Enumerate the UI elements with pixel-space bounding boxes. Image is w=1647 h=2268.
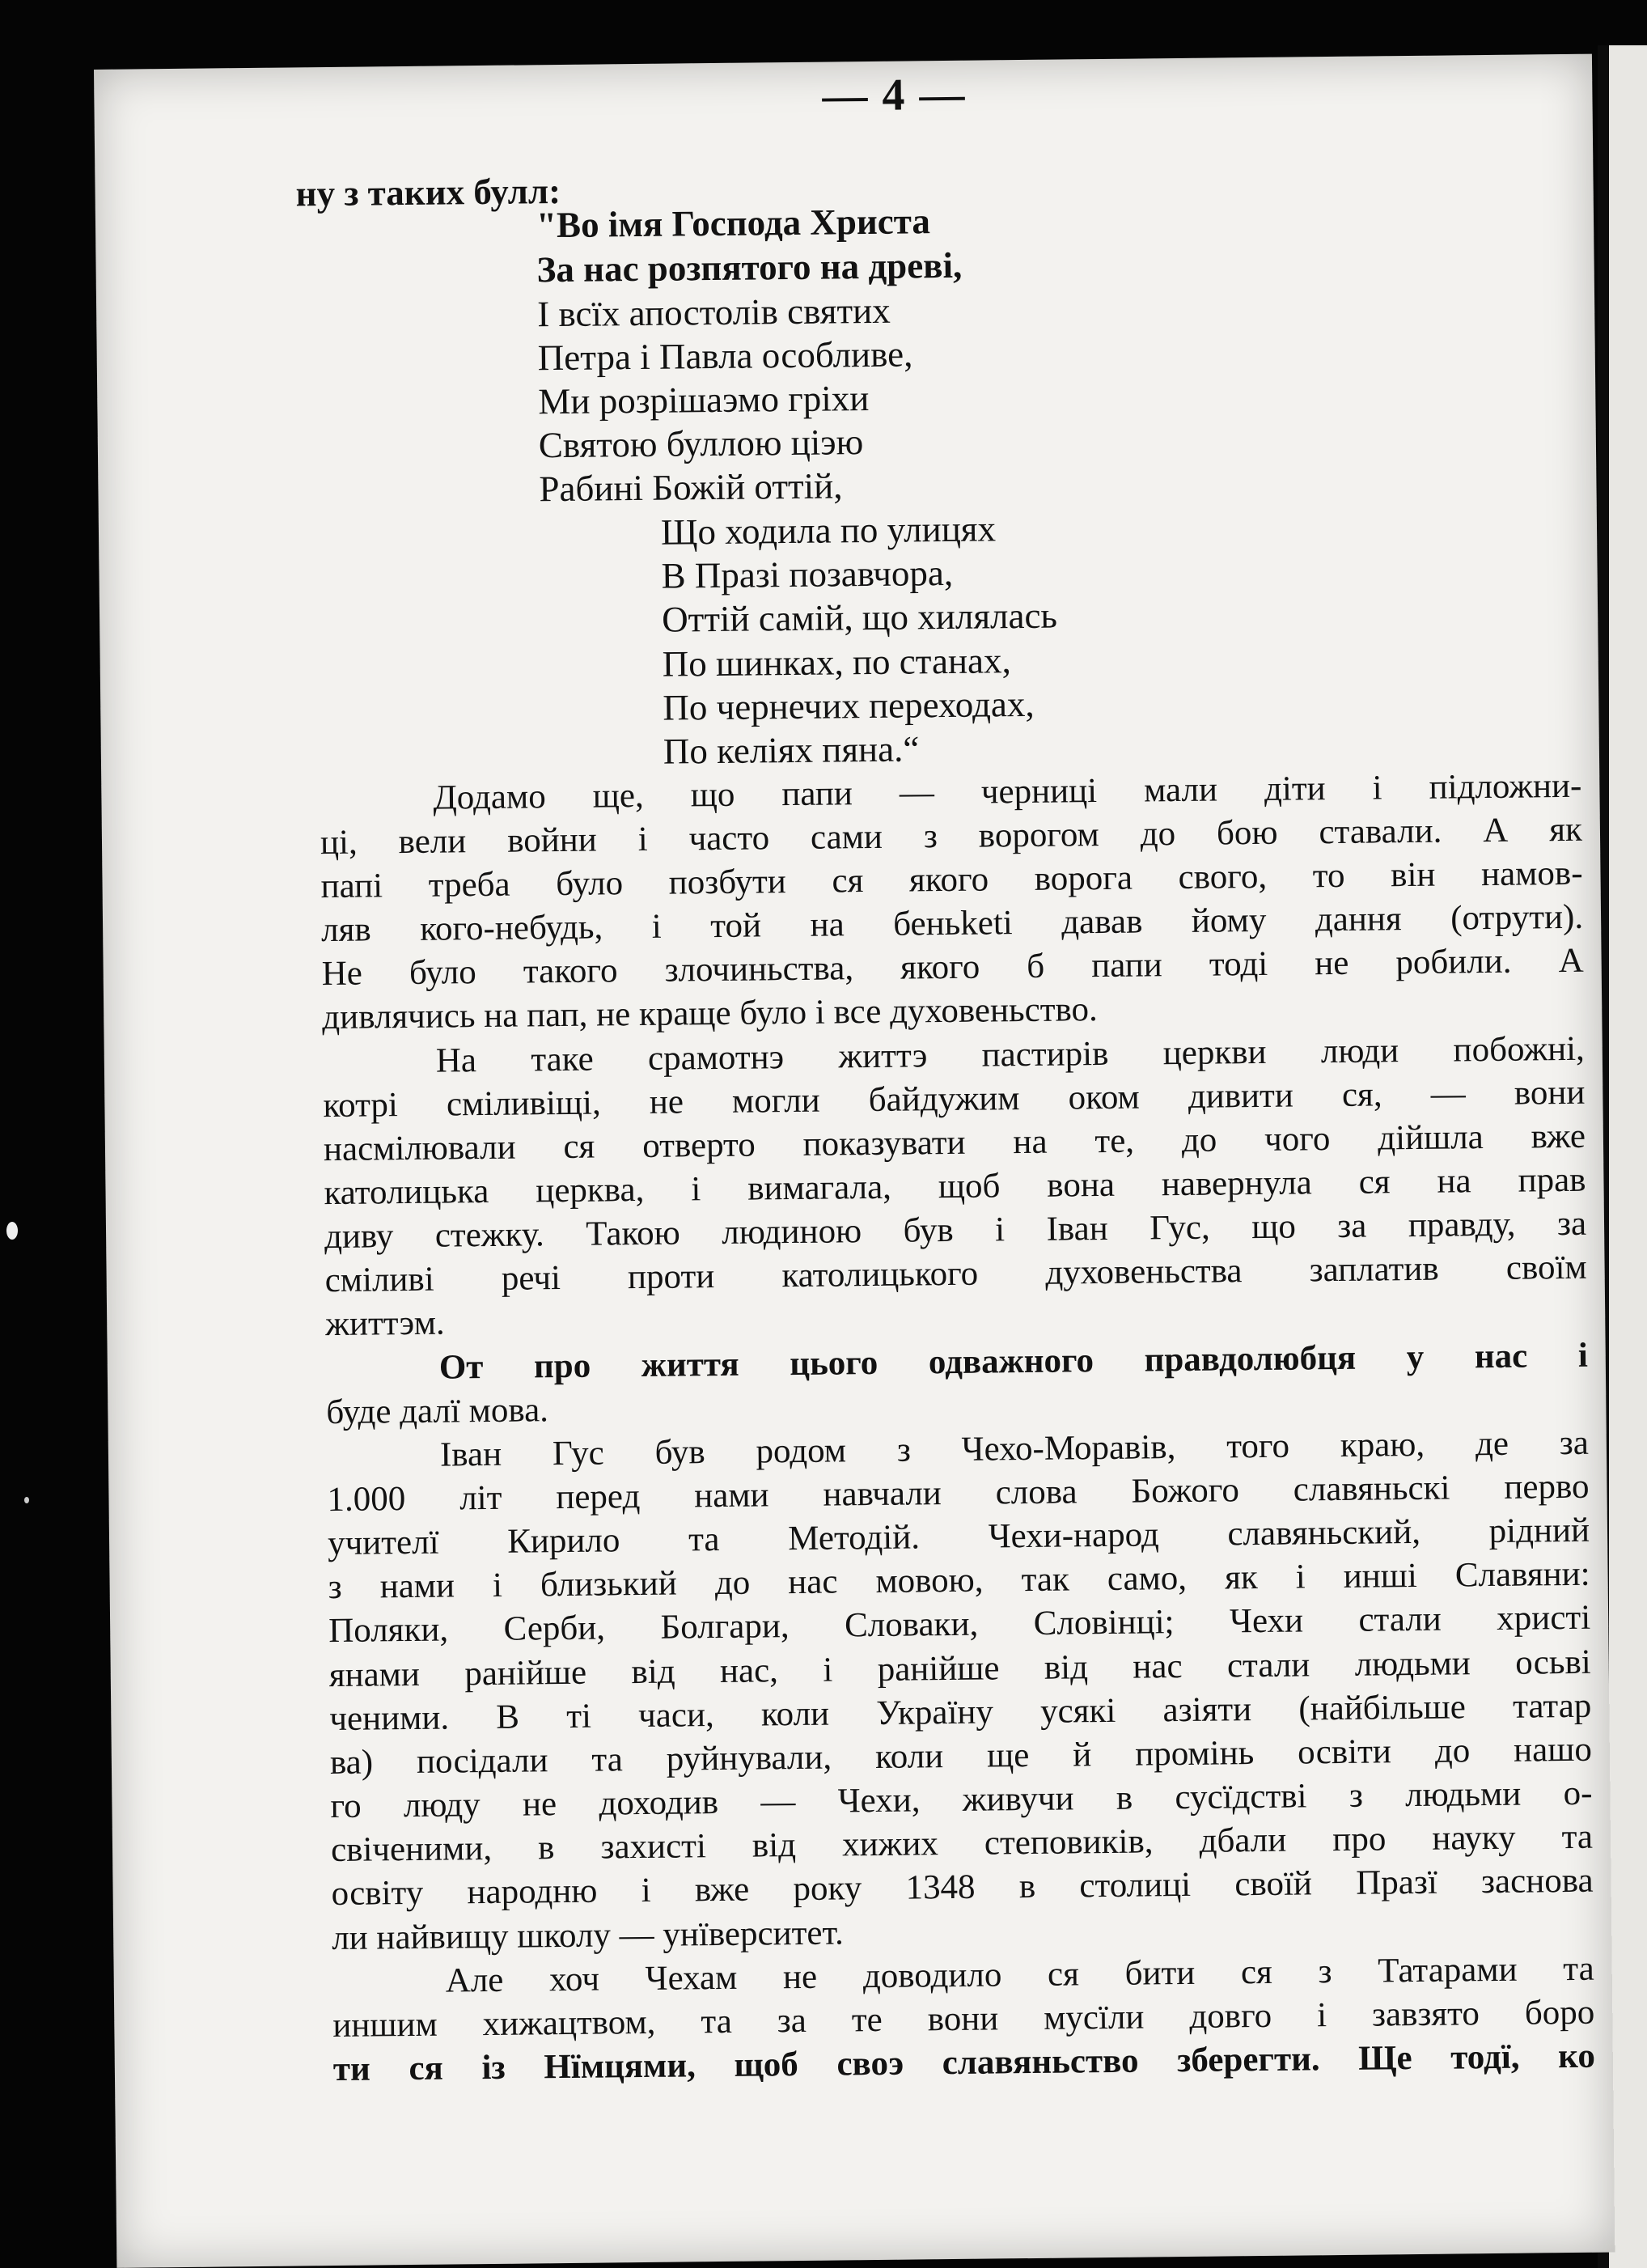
lead-line: ну з таких булл:	[295, 170, 561, 214]
poem-line: Оттій самій, що хилялась	[661, 595, 1058, 640]
text-line: свіченими, в захисті від хижих степовиків, дбали про науку та	[330, 1817, 1594, 1870]
text-line: 1.000 літ перед нами навчали слова Божого славяньскі перво	[327, 1467, 1590, 1520]
text-line: ва) посідали та руйнували, коли ще й промінь освіти до нашо	[329, 1730, 1593, 1783]
scan-speck	[24, 1497, 29, 1503]
poem-line: І всїх апостолів святих	[536, 290, 891, 335]
text-line: ли найвищу школу — унїверситет.	[331, 1914, 845, 1958]
poem-line: Святою буллою ціэю	[538, 422, 864, 466]
text-line: Поляки, Серби, Болгари, Словаки, Словінці; Чехи стали христі	[328, 1598, 1591, 1651]
text-line: буде далї мова.	[326, 1391, 549, 1432]
text-line: ці, вели войни і часто сами з ворогом до бою ставали. А як	[320, 810, 1583, 863]
text-line: Але хоч Чехам не доводило ся бити ся з Татарами та	[445, 1949, 1594, 2000]
poem-line: По чернечих переходах,	[663, 683, 1035, 728]
poem-line: Ми розрішаэмо гріхи	[538, 377, 870, 422]
page-number: — 4 —	[822, 69, 967, 121]
text-line: католицька церква, і вимагала, щоб вона навернула ся на прав	[324, 1160, 1586, 1213]
poem-line: По шинках, по станах,	[662, 640, 1011, 685]
poem-line: За нас розпятого на древі,	[536, 244, 963, 290]
document-page	[94, 54, 1615, 2268]
text-line: папі треба було позбути ся якого ворога свого, то він намов-	[320, 854, 1583, 906]
text-line: го люду не доходив — Чехи, живучи в сусїдстві з людьми о-	[330, 1774, 1593, 1826]
text-line: освіту народню і вже року 1348 в столиці своїй Празї заснова	[331, 1861, 1594, 1914]
poem-line: Що ходила по улицях	[660, 508, 997, 553]
poem-line: Петра і Павла особливе,	[537, 333, 913, 379]
text-line: котрі сміливіщі, не могли байдужим оком дивити ся, — вони	[323, 1073, 1586, 1126]
poem-line: "Во імя Господа Христа	[536, 201, 931, 246]
text-line: ти ся із Нїмцями, щоб своэ славяньство зберегти. Ще тодї, ко	[332, 2037, 1596, 2089]
text-line: учителї Кирило та Методій. Чехи-народ славяньский, рідний	[327, 1511, 1590, 1563]
text-line: иншим хижацтвом, та за те вони мусїли довго і завзято боро	[332, 1993, 1595, 2045]
text-line: На таке срамотнэ життэ пастирів церкви люди побожні,	[435, 1029, 1586, 1080]
text-line: Додамо ще, що папи — черниці мали діти і підложни-	[433, 766, 1582, 817]
text-line: янами ранійше від нас, і ранійше від нас стали людьми осьві	[328, 1643, 1591, 1695]
poem-line: Рабині Божій оттій,	[539, 465, 843, 510]
poem-line: По келіях пяна.“	[663, 728, 920, 772]
text-line: От про життя цього одважного правдолюбця у нас і	[438, 1336, 1588, 1387]
scan-speck	[6, 1222, 18, 1240]
text-line: Іван Гус був родом з Чехо-Моравів, того краю, де за	[439, 1423, 1590, 1474]
text-line: з нами і близький до нас мовою, так само, як і инші Славяни:	[328, 1554, 1590, 1607]
text-line: ляв кого-небудь, і той на беньketі давав йому дання (отрути).	[320, 897, 1584, 950]
text-line: сміливі речі проти католицького духовеньства заплатив своїм	[324, 1248, 1587, 1300]
text-line: насмілювали ся отверто показувати на те, до чого дійшла вже	[323, 1117, 1586, 1169]
poem-line: В Празі позавчора,	[661, 552, 954, 596]
text-line: життэм.	[325, 1304, 445, 1344]
text-line: Не було такого злочиньства, якого б папи тоді не робили. А	[321, 941, 1584, 994]
text-line: дивлячись на пап, не краще було і все духовеньство.	[322, 990, 1098, 1037]
text-line: ченими. В ті часи, коли Україну усякі азіяти (найбільше татар	[329, 1686, 1592, 1739]
text-line: диву стежку. Такою людиною був і Іван Гус, що за правду, за	[324, 1204, 1587, 1257]
